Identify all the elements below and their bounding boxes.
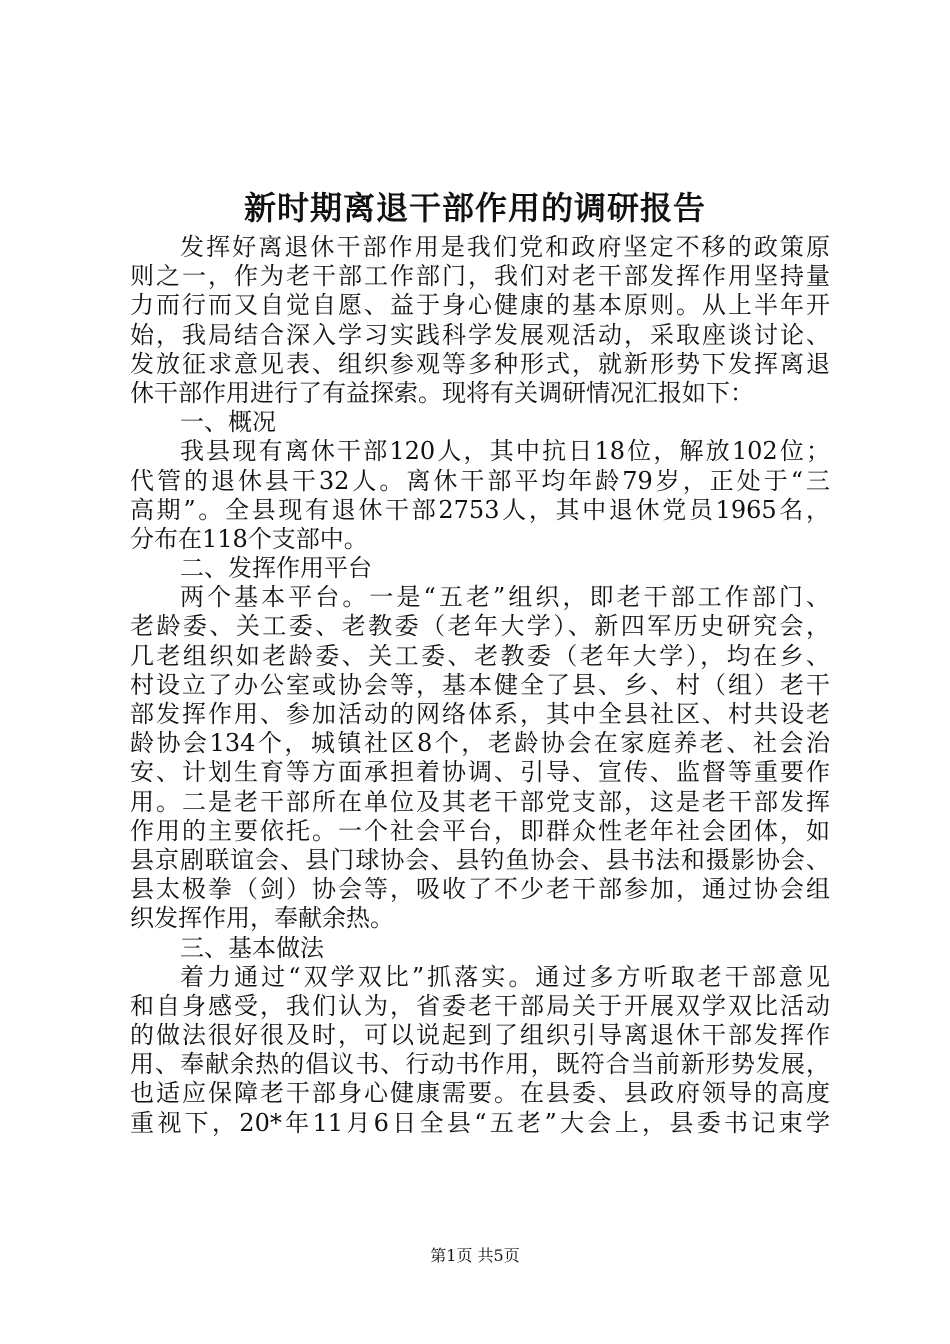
section-heading: 一、概况 <box>180 408 276 437</box>
paragraph-line: 村设立了办公室或协会等，基本健全了县、乡、村（组）老干 <box>130 670 830 699</box>
paragraph-line: 用。二是老干部所在单位及其老干部党支部，这是老干部发挥 <box>130 787 830 816</box>
paragraph-line: 发挥好离退休干部作用是我们党和政府坚定不移的政策原 <box>180 233 830 261</box>
paragraph-line: 的做法很好很及时，可以说起到了组织引导离退休干部发挥作 <box>130 1021 830 1050</box>
paragraph-line: 县太极拳（剑）协会等，吸收了不少老干部参加，通过协会组 <box>130 875 830 904</box>
paragraph-line: 高期”。全县现有退休干部2753人，其中退休党员1965名， <box>130 495 830 524</box>
paragraph-line: 则之一，作为老干部工作部门，我们对老干部发挥作用坚持量 <box>130 262 830 291</box>
paragraph-line: 县京剧联谊会、县门球协会、县钓鱼协会、县书法和摄影协会、 <box>130 845 830 874</box>
section-heading: 三、基本做法 <box>180 933 324 962</box>
paragraph-line: 和自身感受，我们认为，省委老干部局关于开展双学双比活动 <box>130 991 830 1020</box>
paragraph-line: 两个基本平台。一是“五老”组织，即老干部工作部门、 <box>180 583 830 612</box>
document-title: 新时期离退干部作用的调研报告 <box>243 189 706 227</box>
paragraph-line: 代管的退休县干32人。离休干部平均年龄79岁，正处于“三 <box>130 466 830 495</box>
paragraph-line: 安、计划生育等方面承担着协调、引导、宣传、监督等重要作 <box>130 758 830 787</box>
paragraph-line: 力而行而又自觉自愿、益于身心健康的基本原则。从上半年开 <box>130 291 830 320</box>
paragraph-line: 着力通过“双学双比”抓落实。通过多方听取老干部意见 <box>180 962 830 991</box>
page-number-footer: 第1页 共5页 <box>430 1246 520 1265</box>
paragraph-line: 作用的主要依托。一个社会平台，即群众性老年社会团体，如 <box>130 816 830 845</box>
paragraph-line: 织发挥作用，奉献余热。 <box>130 904 394 933</box>
paragraph-line: 用、奉献余热的倡议书、行动书作用，既符合当前新形势发展， <box>130 1050 830 1079</box>
paragraph-line: 分布在118个支部中。 <box>130 524 368 553</box>
paragraph-line: 老龄委、关工委、老教委（老年大学）、新四军历史研究会， <box>130 612 830 641</box>
paragraph-line: 始，我局结合深入学习实践科学发展观活动，采取座谈讨论、 <box>130 320 830 349</box>
paragraph-line: 几老组织如老龄委、关工委、老教委（老年大学），均在乡、 <box>130 641 830 670</box>
paragraph-line: 部发挥作用、参加活动的网络体系，其中全县社区、村共设老 <box>130 700 830 728</box>
paragraph-line: 也适应保障老干部身心健康需要。在县委、县政府领导的高度 <box>130 1079 830 1108</box>
paragraph-line: 龄协会134个，城镇社区8个，老龄协会在家庭养老、社会治 <box>130 729 830 758</box>
section-heading: 二、发挥作用平台 <box>180 554 372 583</box>
paragraph-line: 重视下，20*年11月6日全县“五老”大会上，县委书记束学 <box>130 1108 830 1137</box>
paragraph-line: 休干部作用进行了有益探索。现将有关调研情况汇报如下： <box>130 378 754 407</box>
paragraph-line: 我县现有离休干部120人，其中抗日18位，解放102位； <box>180 437 830 466</box>
paragraph-line: 发放征求意见表、组织参观等多种形式，就新形势下发挥离退 <box>130 349 830 378</box>
document-body <box>130 233 830 1138</box>
